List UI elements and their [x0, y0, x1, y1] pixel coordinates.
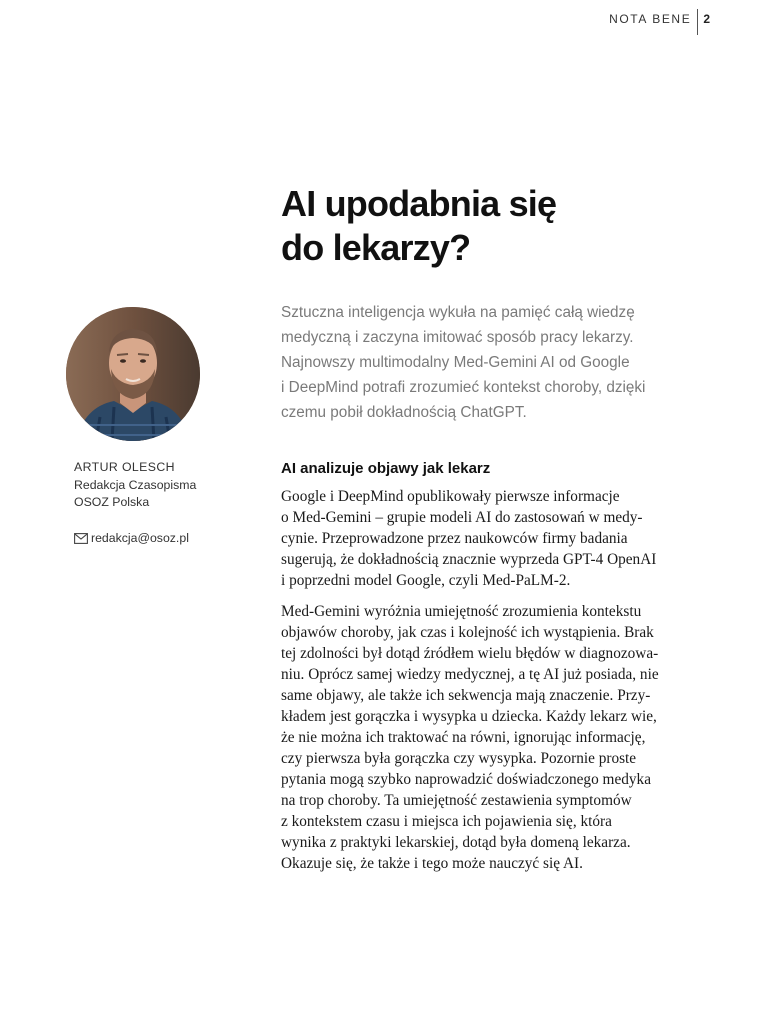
author-email[interactable] — [74, 531, 189, 545]
body-line: kładem jest gorączka i wysypka u dziecka. Każdy lekarz wie, — [281, 708, 657, 725]
lead-line: Sztuczna inteligencja wykuła na pamięć całą wiedzę — [281, 304, 635, 321]
body-paragraph-2 — [281, 601, 721, 874]
author-photo — [66, 307, 200, 441]
title-line: AI upodabnia się — [281, 183, 557, 224]
article-title — [281, 182, 701, 270]
body-line: cynie. Przeprowadzone przez naukowców firmy badania — [281, 530, 628, 547]
author-info — [74, 459, 254, 512]
body-line: wynika z praktyki lekarskiej, dotąd była domeną lekarza. — [281, 834, 631, 851]
author-organization: OSOZ Polska — [74, 495, 150, 509]
envelope-icon — [74, 533, 88, 544]
body-line: Okazuje się, że także i tego może nauczyć się AI. — [281, 855, 583, 872]
body-line: i poprzedni model Google, czyli Med-PaLM-2. — [281, 572, 571, 589]
body-line: pytania mogą szybko naprowadzić doświadczonego medyka — [281, 771, 651, 788]
title-line: do lekarzy? — [281, 227, 471, 268]
body-paragraph-1 — [281, 486, 721, 591]
body-line: niu. Oprócz samej wiedzy medycznej, a tę AI już posiada, nie — [281, 666, 659, 683]
body-line: że nie można ich traktować na równi, ignorując informację, — [281, 729, 646, 746]
body-line: Google i DeepMind opublikowały pierwsze informacje — [281, 488, 620, 505]
author-portrait — [66, 307, 200, 441]
body-line: same objawy, ale także ich sekwencja mają znaczenie. Przy- — [281, 687, 651, 704]
body-line: objawów choroby, jak czas i kolejność ich wystąpienia. Brak — [281, 624, 654, 641]
author-name: ARTUR OLESCH — [74, 460, 175, 474]
email-address[interactable]: redakcja@osoz.pl — [91, 531, 189, 545]
lead-line: czemu pobił dokładnością ChatGPT. — [281, 404, 527, 421]
author-role: Redakcja Czasopisma — [74, 477, 197, 492]
section-heading: AI analizuje objawy jak lekarz — [281, 460, 491, 477]
body-line: czy pierwsza była gorączka czy wysypka. Pozornie proste — [281, 750, 637, 767]
lead-line: i DeepMind potrafi zrozumieć kontekst choroby, dzięki — [281, 379, 646, 396]
body-line: na trop choroby. Ta umiejętność zestawienia symptomów — [281, 792, 632, 809]
article-lead — [281, 300, 701, 425]
body-line: z kontekstem czasu i miejsca ich pojawienia się, która — [281, 813, 612, 830]
body-line: sugerują, że dokładnością znacznie wyprzeda GPT-4 OpenAI — [281, 551, 657, 568]
body-line: tej zdolności był dotąd źródłem wielu błędów w diagnozowa- — [281, 645, 659, 662]
body-line: o Med-Gemini – grupie modeli AI do zastosowań w medy- — [281, 509, 643, 526]
page-number: 2 — [703, 12, 710, 26]
header-label: NOTA BENE — [609, 12, 692, 26]
lead-line: Najnowszy multimodalny Med-Gemini AI od Google — [281, 354, 630, 371]
running-header — [609, 9, 710, 35]
body-line: Med-Gemini wyróżnia umiejętność zrozumienia kontekstu — [281, 603, 642, 620]
lead-line: medyczną i zaczyna imitować sposób pracy lekarzy. — [281, 329, 634, 346]
